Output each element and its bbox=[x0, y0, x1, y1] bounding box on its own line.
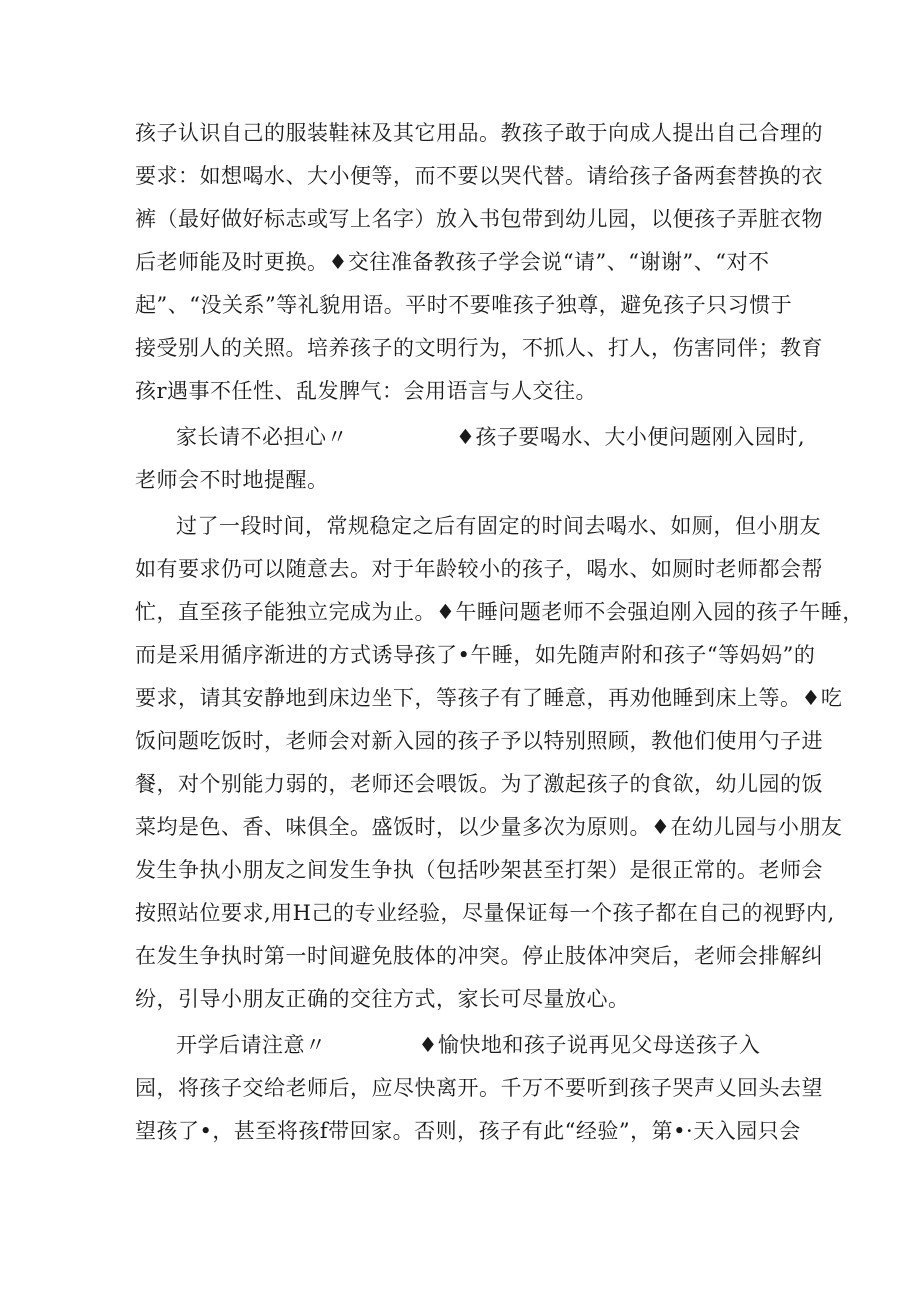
text-line: 接受别人的关照。培养孩子的文明行为，不抓人、打人，伤害同伴；教育 bbox=[135, 336, 823, 360]
text-line: 在发生争执时第一时间避免肢体的冲突。停止肢体冲突后，老师会排解纠 bbox=[135, 944, 823, 968]
text-line: 忙，直至孩子能独立完成为止。♦午睡问题老师不会强迫刚入园的孩子午睡， bbox=[135, 600, 864, 624]
section-heading-line bbox=[176, 422, 805, 452]
text-line: 如有要求仍可以随意去。对于年龄较小的孩子，喝水、如厕时老师都会帮 bbox=[135, 557, 823, 581]
text-line: 要求，请其安静地到床边坐下，等孩子有了睡意，再劝他睡到床上等。♦吃 bbox=[135, 686, 843, 710]
section-heading: 家长请不必担心〃 bbox=[176, 425, 348, 449]
text-line: 后老师能及时更换。♦交往准备教孩子学会说“请”、“谢谢”、“对不 bbox=[135, 250, 770, 274]
paragraph-first-line: 过了一段时间，常规稳定之后有固定的时间去喝水、如厕，但小朋友 bbox=[176, 514, 821, 538]
text-line: 餐，对个别能力弱的，老师还会喂饭。为了激起孩子的食欲，幼儿园的饭 bbox=[135, 772, 823, 796]
text-line: 纷，引导小朋友正确的交往方式，家长可尽量放心。 bbox=[135, 987, 630, 1011]
text-line: 要求：如想喝水、大小便等，而不要以哭代替。请给孩子备两套替换的衣 bbox=[135, 164, 823, 188]
text-line: 裤（最好做好标志或写上名字）放入书包带到幼儿园，以便孩子弄脏衣物 bbox=[135, 207, 823, 231]
text-line: 按照站位要求,用H己的专业经验，尽量保证每一个孩子都在自己的视野内, bbox=[135, 901, 835, 925]
text-line: 而是采用循序渐进的方式诱导孩了•午睡，如先随声附和孩子“等妈妈”的 bbox=[135, 643, 816, 667]
section-text: ♦愉快地和孩子说再见父母送孩子入 bbox=[418, 1033, 761, 1057]
text-line: 园，将孩子交给老师后，应尽快离开。千万不要听到孩子哭声乂回头去望 bbox=[135, 1076, 823, 1100]
text-line: 菜均是色、香、味俱全。盛饭时，以少量多次为原则。♦在幼儿园与小朋友 bbox=[135, 815, 843, 839]
text-line: 老师会不时地提醒。 bbox=[135, 468, 329, 492]
text-line: 望孩了•，甚至将孩f带回家。否则，孩子有此“经验”，第•·天入园只会 bbox=[135, 1119, 801, 1143]
text-line: 饭问题吃饭时，老师会对新入园的孩子予以特别照顾，教他们使用勺子进 bbox=[135, 729, 823, 753]
text-line: 孩r遇事不任性、乱发脾气：会用语言与人交往。 bbox=[135, 379, 598, 403]
text-line: 起”、“没关系”等礼貌用语。平时不要唯孩子独尊，避免孩子只习惯于 bbox=[135, 293, 793, 317]
section-heading: 开学后请注意〃 bbox=[176, 1033, 327, 1057]
text-line: 孩子认识自己的服装鞋袜及其它用品。教孩子敢于向成人提出自己合理的 bbox=[135, 121, 823, 145]
section-heading-line bbox=[176, 1030, 760, 1060]
section-text: ♦孩子要喝水、大小便问题刚入园时, bbox=[456, 425, 806, 449]
text-line: 发生争执小朋友之间发生争执（包括吵架甚至打架）是很正常的。老师会 bbox=[135, 858, 823, 882]
